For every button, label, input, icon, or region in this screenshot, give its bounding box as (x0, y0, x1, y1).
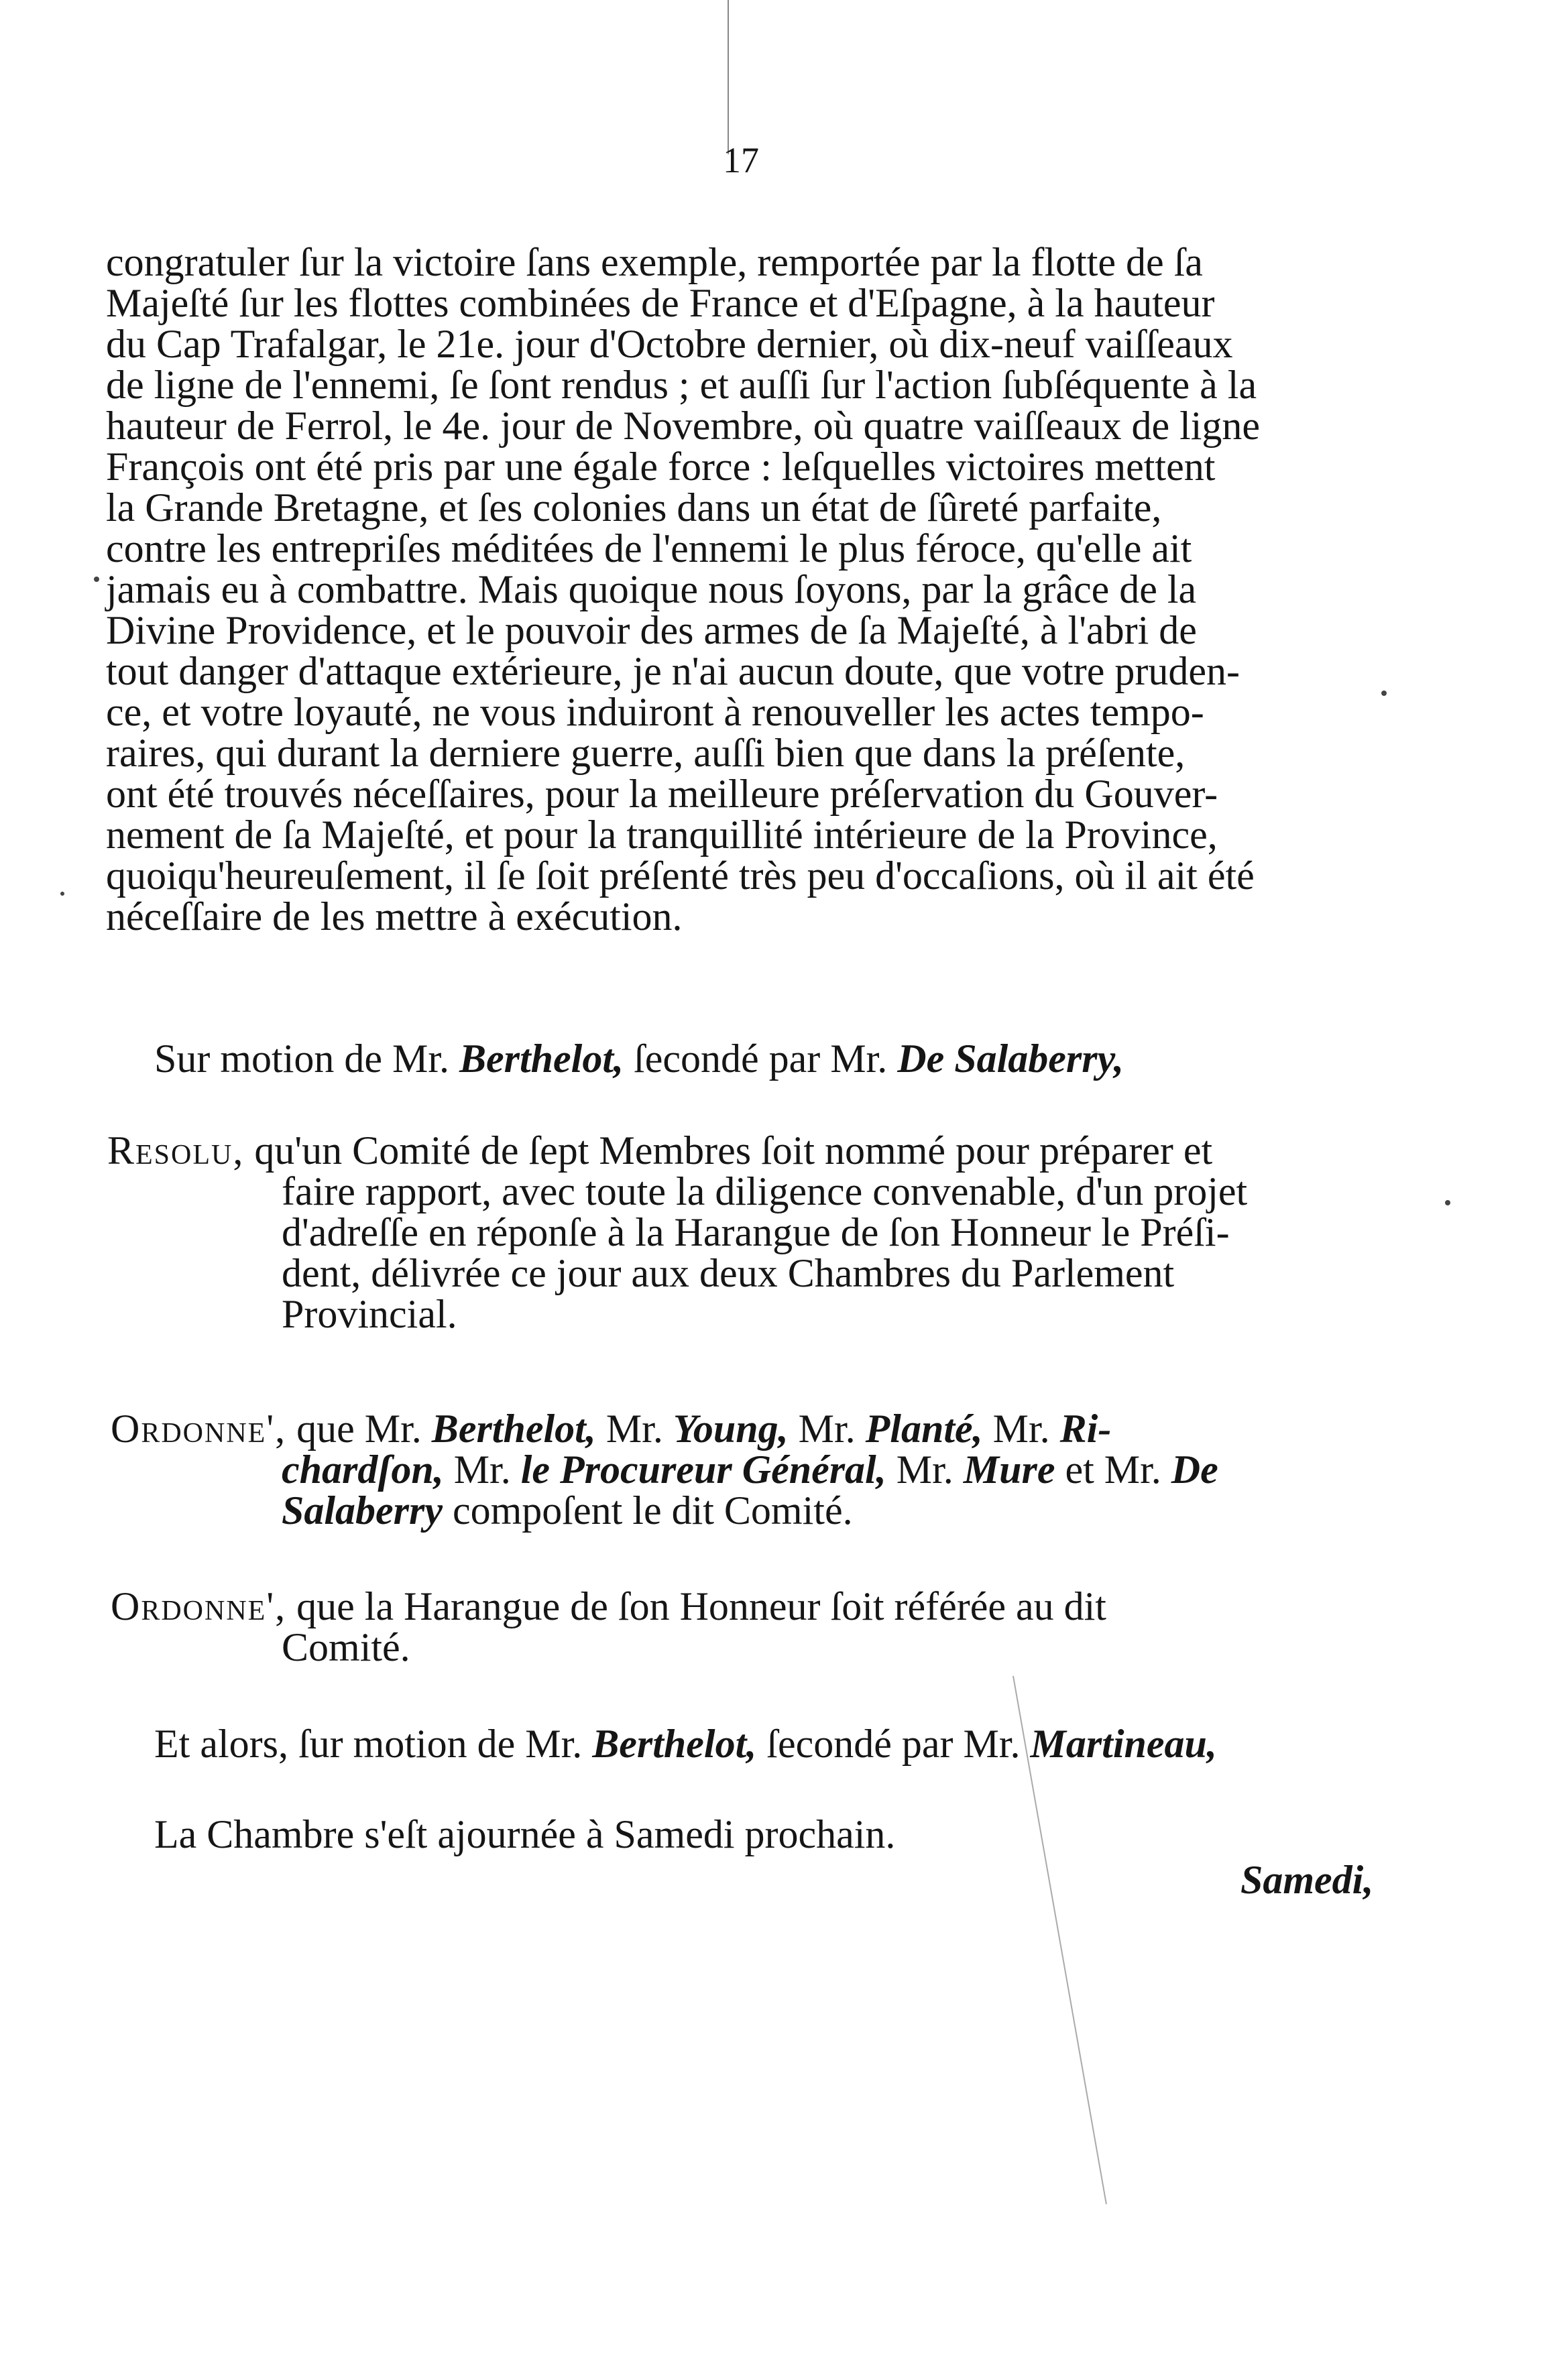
text-line: tout danger d'attaque extérieure, je n'ai aucun doute, que votre pruden- (106, 649, 1240, 693)
adjournment-line: La Chambre s'eſt ajournée à Samedi prochain. (154, 1812, 896, 1856)
text-line: contre les entrepriſes méditées de l'ennemi le plus féroce, qu'elle ait (106, 526, 1192, 571)
text-run: Mr. (886, 1447, 964, 1492)
motion-adjourn (154, 1720, 1217, 1768)
text-line: faire rapport, avec toute la diligence convenable, d'un projet (282, 1169, 1248, 1213)
scan-speck (94, 577, 99, 582)
scan-speck (1445, 1200, 1450, 1205)
text-line: ont été trouvés néceſſaires, pour la meilleure préſervation du Gouver- (106, 772, 1218, 816)
text-line: Divine Providence, et le pouvoir des armes de ſa Majeſté, à l'abri de (106, 608, 1197, 652)
member-name: Planté, (865, 1407, 983, 1451)
text-run: que Mr. (286, 1407, 432, 1451)
text-line: d'adreſſe en réponſe à la Harangue de ſon Honneur le Préſi- (282, 1210, 1230, 1254)
text-line: Provincial. (282, 1292, 457, 1336)
resolu-text: qu'un Comité de ſept Membres ſoit nommé pour préparer et (244, 1128, 1213, 1173)
member-name: Berthelot, (431, 1407, 596, 1451)
motion-text: Sur motion de Mr. (154, 1036, 460, 1081)
text-line: ce, et votre loyauté, ne vous induiront à renouveller les actes tempo- (106, 690, 1204, 734)
motion-text: ſecondé par Mr. (756, 1722, 1031, 1766)
motion-first (154, 1036, 1124, 1082)
text-run: Mr. (595, 1407, 673, 1451)
text-run: Mr. (443, 1447, 521, 1492)
text-line: nement de ſa Majeſté, et pour la tranquillité intérieure de la Province, (106, 813, 1218, 857)
text-run: et Mr. (1055, 1447, 1171, 1492)
text-run: compoſent le dit Comité. (443, 1488, 853, 1533)
ordonne-referral-line1 (111, 1582, 1106, 1630)
catchword: Samedi, (1240, 1858, 1374, 1902)
ordonne-label: Ordonne', (111, 1584, 287, 1628)
seconder-name: De Salaberry, (897, 1036, 1124, 1081)
text-line: François ont été pris par une égale force : leſquelles victoires mettent (106, 444, 1216, 489)
page-number: 17 (723, 140, 759, 180)
text-line: de ligne de l'ennemi, ſe ſont rendus ; et auſſi ſur l'action ſubſéquente à la (106, 363, 1257, 407)
text-line: dent, délivrée ce jour aux deux Chambres du Parlement (282, 1251, 1175, 1295)
text-line: la Grande Bretagne, et ſes colonies dans un état de ſûreté parfaite, (106, 485, 1162, 530)
motion-text: Et alors, ſur motion de Mr. (154, 1722, 593, 1766)
member-name: le Procureur Général, (520, 1447, 886, 1492)
text-line: quoiqu'heureuſement, il ſe ſoit préſenté très peu d'occaſions, où il ait été (106, 853, 1255, 898)
motion-text: ſecondé par Mr. (624, 1036, 898, 1081)
text-line: Majeſté ſur les flottes combinées de France et d'Eſpagne, à la hauteur (106, 281, 1215, 325)
member-name: Ri- (1059, 1407, 1112, 1451)
text-line: congratuler ſur la victoire ſans exemple, remportée par la flotte de ſa (106, 240, 1203, 284)
text-run: Mr. (982, 1407, 1060, 1451)
scan-speck (1381, 691, 1387, 696)
mover-name: Berthelot, (459, 1036, 624, 1081)
text-line: du Cap Trafalgar, le 21e. jour d'Octobre dernier, où dix-neuf vaiſſeaux (106, 322, 1233, 366)
ordonne-referral-line2: Comité. (282, 1625, 410, 1669)
text-line: raires, qui durant la derniere guerre, auſſi bien que dans la préſente, (106, 731, 1186, 775)
resolu-label: Resolu, (107, 1128, 245, 1173)
ordonne-text: que la Harangue de ſon Honneur ſoit référée au dit (286, 1584, 1106, 1628)
text-line: jamais eu à combattre. Mais quoique nous ſoyons, par la grâce de la (106, 567, 1197, 611)
text-line: néceſſaire de les mettre à exécution. (106, 894, 683, 939)
scan-speck (60, 892, 64, 896)
seconder-name: Martineau, (1030, 1722, 1217, 1766)
member-name: Young, (673, 1407, 789, 1451)
text-run: Mr. (788, 1407, 866, 1451)
member-name: De (1171, 1447, 1218, 1492)
scan-crease-line (728, 0, 729, 154)
text-line: hauteur de Ferrol, le 4e. jour de Novembre, où quatre vaiſſeaux de ligne (106, 404, 1261, 448)
member-name: Mure (963, 1447, 1055, 1492)
ordonne-label: Ordonne', (111, 1407, 287, 1451)
member-name: chardſon, (282, 1447, 444, 1492)
resolu-body (282, 1167, 1248, 1336)
mover-name: Berthelot, (592, 1722, 757, 1766)
member-name: Salaberry (282, 1488, 443, 1533)
ordonne-committee-line3 (282, 1486, 853, 1535)
